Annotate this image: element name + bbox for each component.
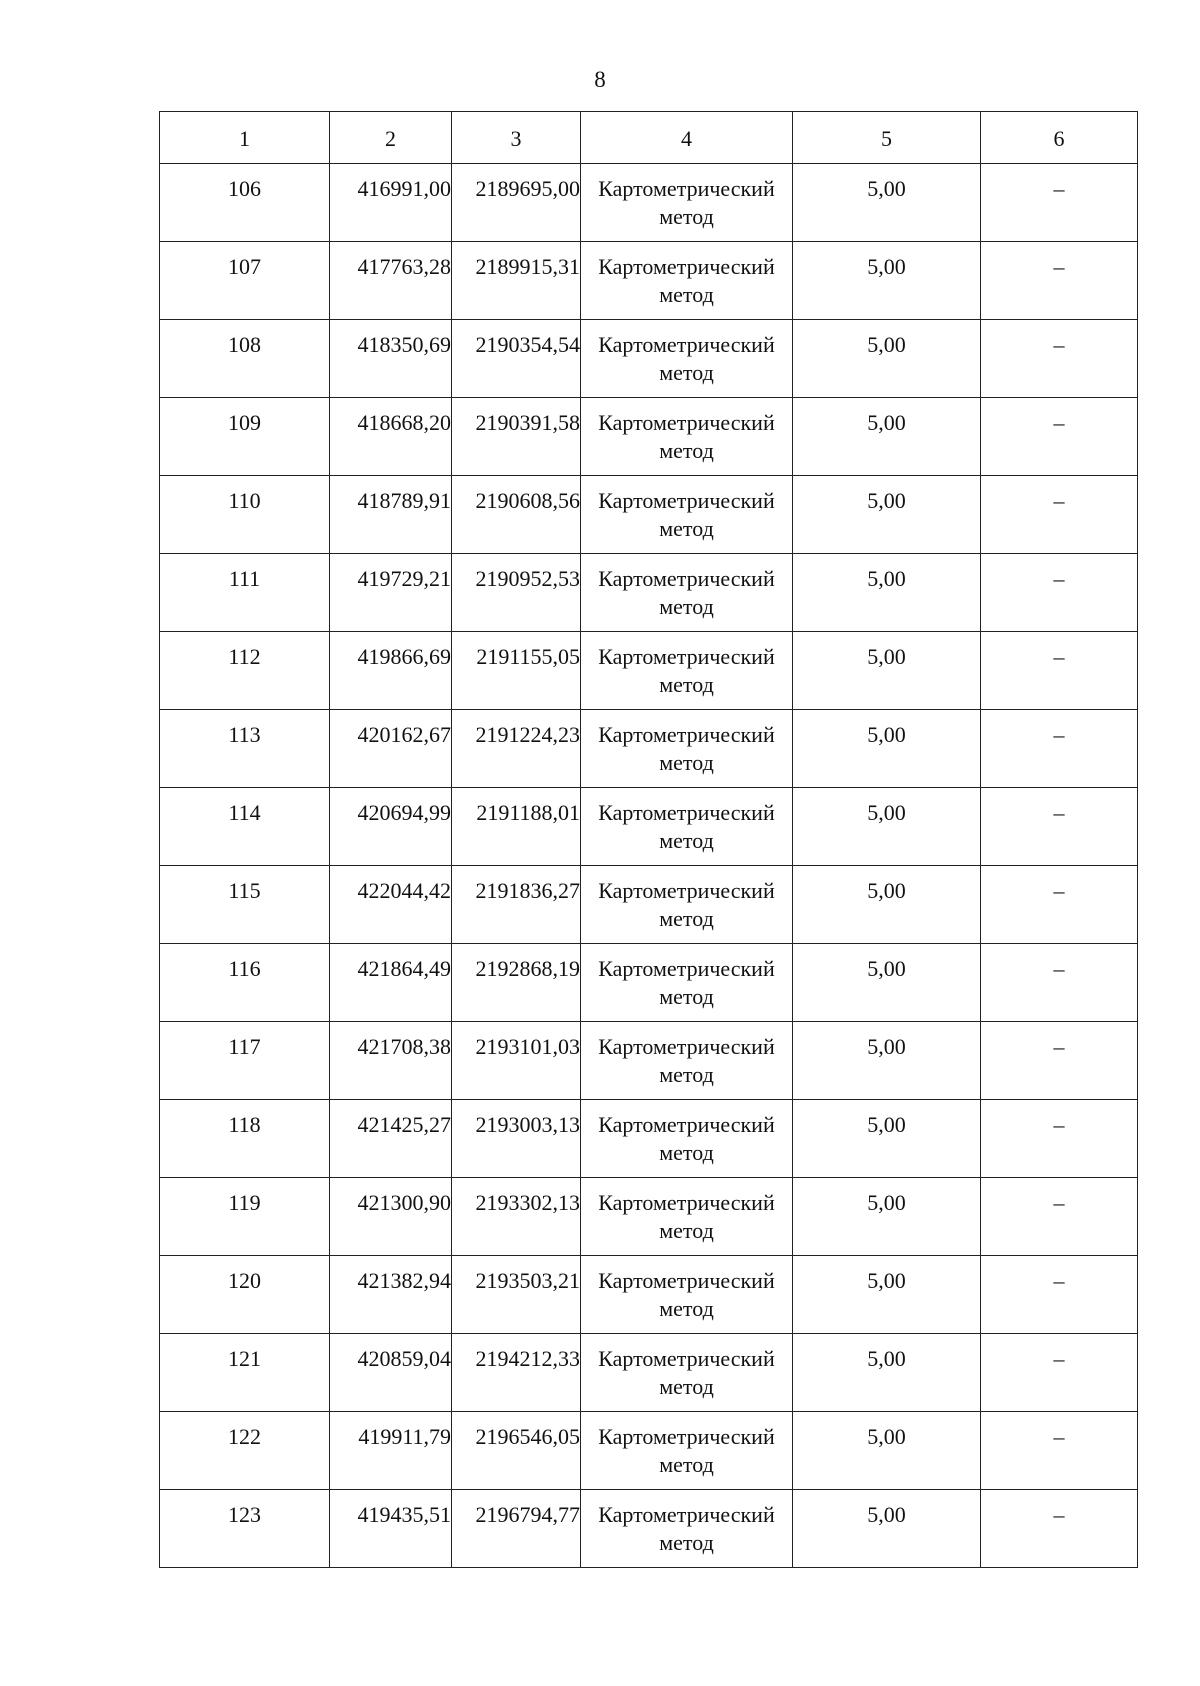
accuracy-cell: 5,00 [793,554,981,632]
method-cell [581,710,793,788]
accuracy-cell: 5,00 [793,944,981,1022]
accuracy-cell: 5,00 [793,320,981,398]
method-text-line-2: метод [659,360,714,385]
y-coordinate-cell: 2191224,23 [452,710,581,788]
description-cell: – [981,398,1138,476]
accuracy-cell: 5,00 [793,1100,981,1178]
table-row [160,1022,1138,1100]
table-row [160,1178,1138,1256]
method-text-line-2: метод [659,984,714,1009]
method-text-line-1: Картометрический [598,1346,775,1371]
table-row [160,710,1138,788]
y-coordinate-cell: 2194212,33 [452,1334,581,1412]
method-cell [581,1178,793,1256]
method-text-line-2: метод [659,750,714,775]
method-cell [581,788,793,866]
method-text-line-2: метод [659,1296,714,1321]
point-number-cell: 116 [160,944,330,1022]
description-cell: – [981,788,1138,866]
x-coordinate-cell: 418350,69 [330,320,452,398]
table-row [160,1100,1138,1178]
table-row [160,554,1138,632]
method-text-line-1: Картометрический [598,1424,775,1449]
point-number-cell: 120 [160,1256,330,1334]
method-text-line-2: метод [659,1140,714,1165]
x-coordinate-cell: 421300,90 [330,1178,452,1256]
method-text-line-2: метод [659,1452,714,1477]
point-number-cell: 118 [160,1100,330,1178]
y-coordinate-cell: 2190608,56 [452,476,581,554]
x-coordinate-cell: 421708,38 [330,1022,452,1100]
point-number-cell: 106 [160,164,330,242]
method-text-line-1: Картометрический [598,332,775,357]
y-coordinate-cell: 2190952,53 [452,554,581,632]
table-row [160,632,1138,710]
y-coordinate-cell: 2193503,21 [452,1256,581,1334]
method-text-line-1: Картометрический [598,1034,775,1059]
method-text-line-2: метод [659,516,714,541]
point-number-cell: 121 [160,1334,330,1412]
point-number-cell: 109 [160,398,330,476]
x-coordinate-cell: 416991,00 [330,164,452,242]
method-text-line-1: Картометрический [598,410,775,435]
point-number-cell: 123 [160,1490,330,1568]
x-coordinate-cell: 421864,49 [330,944,452,1022]
method-text-line-1: Картометрический [598,644,775,669]
x-coordinate-cell: 420694,99 [330,788,452,866]
y-coordinate-cell: 2189695,00 [452,164,581,242]
description-cell: – [981,1490,1138,1568]
method-text-line-2: метод [659,438,714,463]
y-coordinate-cell: 2190354,54 [452,320,581,398]
method-text-line-2: метод [659,1062,714,1087]
method-text-line-1: Картометрический [598,1112,775,1137]
accuracy-cell: 5,00 [793,242,981,320]
accuracy-cell: 5,00 [793,476,981,554]
y-coordinate-cell: 2190391,58 [452,398,581,476]
table-row [160,1256,1138,1334]
description-cell: – [981,866,1138,944]
table-row [160,398,1138,476]
accuracy-cell: 5,00 [793,788,981,866]
description-cell: – [981,242,1138,320]
point-number-cell: 107 [160,242,330,320]
method-text-line-1: Картометрический [598,254,775,279]
table-header-row [160,112,1138,164]
table-row [160,1412,1138,1490]
description-cell: – [981,1022,1138,1100]
x-coordinate-cell: 419435,51 [330,1490,452,1568]
column-header-2: 2 [330,112,452,164]
accuracy-cell: 5,00 [793,1178,981,1256]
description-cell: – [981,320,1138,398]
method-cell [581,1022,793,1100]
method-cell [581,944,793,1022]
method-text-line-2: метод [659,1530,714,1555]
method-cell [581,476,793,554]
accuracy-cell: 5,00 [793,710,981,788]
table-row [160,1334,1138,1412]
point-number-cell: 110 [160,476,330,554]
point-number-cell: 113 [160,710,330,788]
description-cell: – [981,1334,1138,1412]
column-header-3: 3 [452,112,581,164]
y-coordinate-cell: 2192868,19 [452,944,581,1022]
method-text-line-1: Картометрический [598,878,775,903]
y-coordinate-cell: 2193003,13 [452,1100,581,1178]
column-header-1: 1 [160,112,330,164]
accuracy-cell: 5,00 [793,1412,981,1490]
x-coordinate-cell: 420162,67 [330,710,452,788]
x-coordinate-cell: 418668,20 [330,398,452,476]
column-header-6: 6 [981,112,1138,164]
x-coordinate-cell: 418789,91 [330,476,452,554]
method-text-line-1: Картометрический [598,488,775,513]
table-row [160,476,1138,554]
description-cell: – [981,632,1138,710]
point-number-cell: 117 [160,1022,330,1100]
method-cell [581,866,793,944]
accuracy-cell: 5,00 [793,632,981,710]
table-row [160,164,1138,242]
y-coordinate-cell: 2193101,03 [452,1022,581,1100]
accuracy-cell: 5,00 [793,398,981,476]
y-coordinate-cell: 2193302,13 [452,1178,581,1256]
description-cell: – [981,710,1138,788]
y-coordinate-cell: 2196546,05 [452,1412,581,1490]
x-coordinate-cell: 419866,69 [330,632,452,710]
method-text-line-1: Картометрический [598,176,775,201]
method-text-line-2: метод [659,672,714,697]
method-text-line-2: метод [659,594,714,619]
table-row [160,866,1138,944]
y-coordinate-cell: 2191188,01 [452,788,581,866]
method-text-line-2: метод [659,1374,714,1399]
x-coordinate-cell: 421382,94 [330,1256,452,1334]
description-cell: – [981,164,1138,242]
description-cell: – [981,476,1138,554]
accuracy-cell: 5,00 [793,164,981,242]
y-coordinate-cell: 2196794,77 [452,1490,581,1568]
method-cell [581,1490,793,1568]
method-text-line-1: Картометрический [598,566,775,591]
x-coordinate-cell: 421425,27 [330,1100,452,1178]
description-cell: – [981,1256,1138,1334]
accuracy-cell: 5,00 [793,1334,981,1412]
method-text-line-2: метод [659,828,714,853]
x-coordinate-cell: 417763,28 [330,242,452,320]
method-text-line-2: метод [659,282,714,307]
method-cell [581,632,793,710]
method-text-line-1: Картометрический [598,1190,775,1215]
point-number-cell: 119 [160,1178,330,1256]
table-row [160,320,1138,398]
method-cell [581,1256,793,1334]
description-cell: – [981,1178,1138,1256]
method-text-line-1: Картометрический [598,722,775,747]
method-cell [581,242,793,320]
accuracy-cell: 5,00 [793,1022,981,1100]
table-row [160,788,1138,866]
point-number-cell: 114 [160,788,330,866]
description-cell: – [981,944,1138,1022]
y-coordinate-cell: 2189915,31 [452,242,581,320]
method-text-line-2: метод [659,204,714,229]
method-cell [581,554,793,632]
x-coordinate-cell: 419729,21 [330,554,452,632]
point-number-cell: 108 [160,320,330,398]
method-text-line-1: Картометрический [598,956,775,981]
accuracy-cell: 5,00 [793,1490,981,1568]
description-cell: – [981,554,1138,632]
description-cell: – [981,1100,1138,1178]
method-text-line-1: Картометрический [598,1268,775,1293]
column-header-5: 5 [793,112,981,164]
point-number-cell: 112 [160,632,330,710]
method-text-line-2: метод [659,906,714,931]
accuracy-cell: 5,00 [793,1256,981,1334]
x-coordinate-cell: 419911,79 [330,1412,452,1490]
y-coordinate-cell: 2191836,27 [452,866,581,944]
table-row [160,242,1138,320]
method-cell [581,320,793,398]
table-body [160,164,1138,1568]
page-number: 8 [594,67,606,92]
point-number-cell: 115 [160,866,330,944]
column-header-4: 4 [581,112,793,164]
y-coordinate-cell: 2191155,05 [452,632,581,710]
x-coordinate-cell: 422044,42 [330,866,452,944]
table-row [160,1490,1138,1568]
point-number-cell: 122 [160,1412,330,1490]
x-coordinate-cell: 420859,04 [330,1334,452,1412]
method-text-line-1: Картометрический [598,1502,775,1527]
accuracy-cell: 5,00 [793,866,981,944]
method-cell [581,1334,793,1412]
method-cell [581,164,793,242]
method-cell [581,1412,793,1490]
coordinates-table [159,111,1138,1568]
method-text-line-2: метод [659,1218,714,1243]
method-text-line-1: Картометрический [598,800,775,825]
table-row [160,944,1138,1022]
point-number-cell: 111 [160,554,330,632]
method-cell [581,398,793,476]
description-cell: – [981,1412,1138,1490]
method-cell [581,1100,793,1178]
